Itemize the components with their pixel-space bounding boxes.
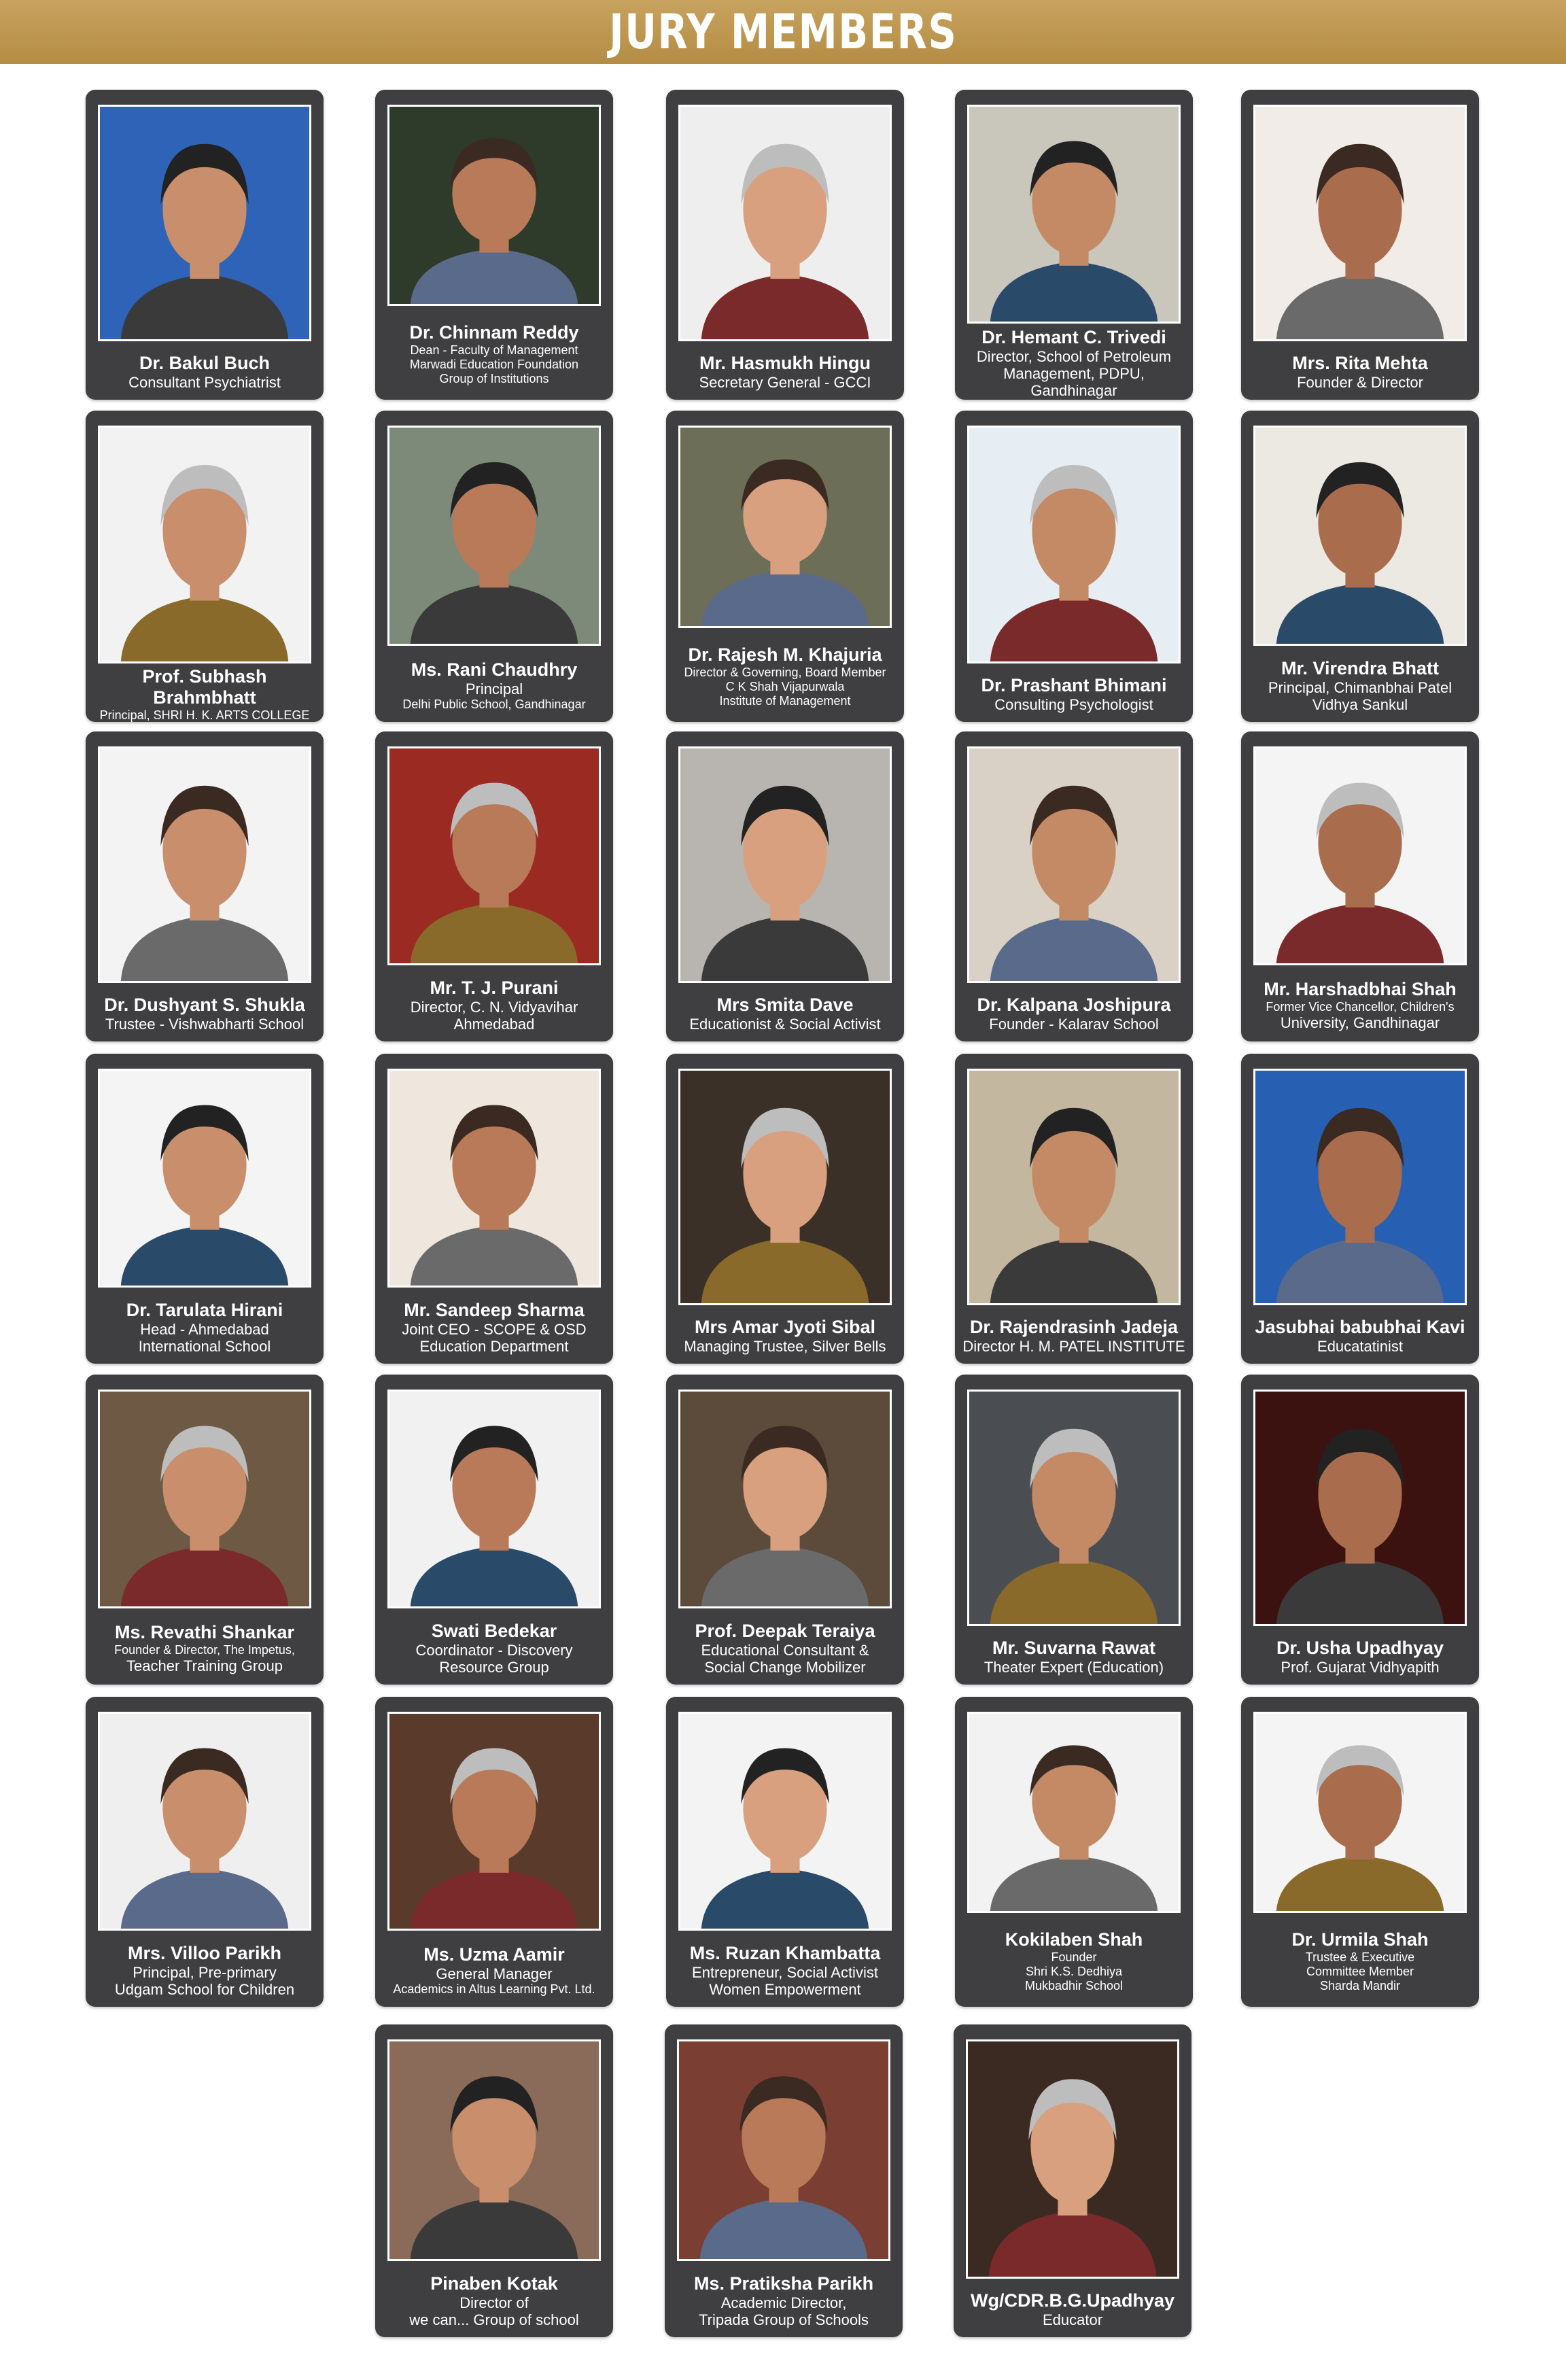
portrait-photo [387,105,601,306]
member-name: Mrs Smita Dave [716,995,854,1015]
jury-card [86,1375,324,1685]
member-role: Tripada Group of Schools [699,2311,869,2328]
member-role: Managing Trustee, Silver Bells [684,1338,886,1355]
portrait-photo [98,1390,311,1608]
jury-card [1241,1697,1479,2007]
member-name: Dr. Rajendrasinh Jadeja [969,1317,1179,1337]
portrait-photo [678,1712,892,1931]
member-name: Kokilaben Shah [1005,1929,1143,1950]
jury-card [375,1697,613,2007]
jury-card [86,90,324,400]
portrait-svg [100,1392,309,1606]
jury-card [955,411,1193,722]
member-caption [670,1936,900,2004]
member-role: Academics in Altus Learning Pvt. Ltd. [393,1982,595,1996]
jury-card [666,411,904,722]
member-caption [959,1632,1189,1682]
jury-card [375,1054,613,1364]
page-title: JURY MEMBERS [608,4,958,60]
portrait-photo [1253,1069,1467,1305]
portrait-svg [680,107,890,339]
member-caption [670,1311,900,1361]
member-caption [379,1614,609,1682]
portrait-svg [100,107,309,339]
jury-card [955,1054,1193,1364]
jury-card [955,1375,1193,1685]
member-role: Group of Institutions [439,372,549,385]
member-role: Institute of Management [719,694,851,708]
member-role: Director H. M. PATEL INSTITUTE [962,1338,1185,1355]
jury-card [1241,731,1479,1041]
member-role: Educator [1042,2311,1103,2328]
member-caption [90,666,319,722]
member-name: Dr. Usha Upadhyay [1276,1638,1444,1658]
member-role: Founder & Director [1297,374,1423,391]
portrait-svg [100,748,309,981]
member-caption [1245,1632,1475,1682]
member-caption [1245,1311,1475,1361]
jury-card [86,731,324,1041]
member-name: Dr. Urmila Shah [1291,1929,1429,1950]
portrait-svg [680,1714,890,1929]
member-caption [90,988,319,1039]
member-caption [1245,971,1475,1039]
member-role: Founder [1051,1950,1097,1964]
portrait-svg [100,1071,309,1286]
portrait-photo [678,1069,892,1305]
member-name: Ms. Uzma Aamir [423,1944,565,1965]
portrait-photo [98,105,311,341]
jury-card [666,1375,904,1685]
member-role: Secretary General - GCCI [699,374,871,391]
portrait-svg [680,428,890,626]
member-caption [90,347,319,397]
member-name: Dr. Tarulata Hirani [126,1299,283,1320]
member-role: Founder & Director, The Impetus, [114,1642,295,1657]
member-caption [379,311,609,397]
portrait-photo [387,1390,601,1608]
portrait-svg [969,1714,1179,1911]
member-name: Dr. Rajesh M. Khajuria [688,644,882,665]
portrait-svg [389,1714,599,1929]
member-caption [959,669,1189,719]
portrait-svg [680,1071,890,1303]
member-name: Mrs. Villoo Parikh [127,1942,282,1963]
jury-card [666,731,904,1041]
portrait-photo [677,2039,890,2261]
member-caption [958,2284,1187,2334]
jury-card [375,90,613,400]
member-role: Resource Group [439,1658,549,1676]
member-name: Dr. Bakul Buch [139,353,271,373]
member-name: Mrs. Rita Mehta [1292,353,1428,373]
portrait-photo [98,746,311,983]
portrait-svg [1255,428,1465,644]
portrait-svg [969,1392,1179,1624]
portrait-photo [1253,426,1467,646]
portrait-svg [1255,1071,1465,1303]
portrait-photo [387,746,601,965]
member-role: Social Change Mobilizer [704,1658,866,1676]
member-role: Education Department [419,1337,569,1355]
portrait-svg [100,1714,309,1929]
portrait-svg [969,748,1179,981]
member-caption [90,1936,319,2004]
jury-card [955,90,1193,400]
member-name: Prof. Deepak Teraiya [695,1620,875,1641]
member-role: Shri K.S. Dedhiya [1025,1965,1123,1978]
portrait-photo [387,426,601,646]
member-role: Prof. Gujarat Vidhyapith [1281,1659,1440,1676]
member-name: Mr. Suvarna Rawat [992,1638,1156,1658]
member-role: Former Vice Chancellor, Children's [1266,999,1455,1014]
member-name: Mr. T. J. Purani [430,977,559,998]
member-role: Management, PDPU, Gandhinagar [1003,365,1145,399]
member-caption [1245,1918,1475,2004]
member-role: Committee Member [1306,1965,1414,1978]
portrait-photo [678,426,892,628]
member-name: Mr. Harshadbhai Shah [1264,978,1457,999]
jury-card [954,2024,1191,2337]
jury-card [86,1054,324,1364]
member-name: Ms. Pratiksha Parikh [693,2273,874,2294]
jury-card [666,90,904,400]
member-role: University, Gandhinagar [1280,1014,1440,1031]
member-caption [379,1936,609,2004]
portrait-photo [967,105,1181,324]
member-name: Ms. Ruzan Khambatta [689,1942,881,1963]
member-role: Founder - Kalarav School [989,1016,1159,1033]
member-role: Vidhya Sankul [1312,695,1408,713]
member-caption [379,651,609,719]
portrait-svg [389,1071,599,1286]
jury-card [955,1697,1193,2007]
member-name: Mrs Amar Jyoti Sibal [694,1317,876,1337]
member-caption [959,1918,1189,2004]
portrait-photo [1253,746,1467,965]
member-role: Theater Expert (Education) [984,1659,1164,1676]
portrait-photo [387,2039,601,2261]
member-name: Dr. Dushyant S. Shukla [104,995,305,1015]
member-role: Consulting Psychologist [994,696,1153,713]
member-caption [90,1614,319,1682]
portrait-svg [389,428,599,644]
member-role: Academic Director, [720,2294,847,2311]
portrait-photo [678,746,892,983]
member-name: Ms. Revathi Shankar [114,1621,295,1642]
member-name: Mr. Virendra Bhatt [1281,657,1440,678]
member-name: Jasubhai babubhai Kavi [1255,1317,1465,1337]
member-role: Dean - Faculty of Management [410,343,578,357]
member-role: Director & Governing, Board Member [684,666,886,679]
member-role: Teacher Training Group [126,1657,283,1674]
member-role: International School [138,1337,271,1355]
jury-card [1241,1375,1479,1685]
portrait-svg [1255,748,1465,963]
member-name: Prof. Subhash Brahmbhatt [142,666,267,708]
portrait-photo [98,1069,311,1288]
portrait-svg [1255,107,1465,339]
member-role: Principal [465,680,523,697]
jury-card [375,1375,613,1685]
portrait-svg [969,107,1179,322]
member-role: Director, School of Petroleum [976,348,1172,365]
member-caption [670,347,900,397]
portrait-photo [678,105,892,341]
member-role: Educationist & Social Activist [689,1016,881,1033]
member-name: Wg/CDR.B.G.Upadhyay [970,2290,1175,2311]
member-role: Educatatinist [1317,1338,1403,1355]
portrait-photo [387,1069,601,1288]
member-role: Entrepreneur, Social Activist [692,1963,878,1981]
jury-card [666,1697,904,2007]
member-name: Dr. Chinnam Reddy [409,322,579,343]
member-caption [670,988,900,1039]
member-name: Dr. Hemant C. Trivedi [981,327,1166,347]
member-caption [90,1293,319,1361]
member-name: Swati Bedekar [431,1620,557,1641]
portrait-svg [969,428,1179,661]
member-role: Principal, SHRI H. K. ARTS COLLEGE [99,708,310,722]
member-name: Pinaben Kotak [430,2273,558,2294]
member-caption [959,1311,1189,1361]
member-caption [959,988,1189,1039]
member-role: Sharda Mandir [1319,1979,1401,1993]
portrait-photo [966,2039,1179,2279]
member-caption [379,1293,609,1361]
member-role: Delhi Public School, Gandhinagar [402,697,586,711]
jury-card [86,1697,324,2007]
member-caption [379,2266,609,2334]
member-role: Mukbadhir School [1024,1979,1124,1993]
jury-card [665,2024,903,2337]
member-name: Dr. Prashant Bhimani [981,675,1167,695]
member-role: Marwadi Education Foundation [409,358,579,371]
portrait-svg [389,748,599,963]
portrait-photo [967,1390,1181,1626]
jury-card [1241,90,1479,400]
member-caption [1245,651,1475,719]
portrait-svg [680,748,890,981]
member-role: Udgam School for Children [114,1980,295,1998]
member-role: Trustee & Executive [1305,1950,1415,1964]
jury-card [375,2024,613,2337]
member-caption [959,329,1189,397]
portrait-photo [1253,105,1467,341]
portrait-photo [387,1712,601,1931]
portrait-photo [1253,1390,1467,1626]
member-name: Ms. Rani Chaudhry [411,659,578,680]
portrait-svg [969,1071,1179,1303]
member-caption [670,634,900,719]
portrait-svg [1255,1714,1465,1911]
member-role: Educational Consultant & [701,1641,869,1659]
portrait-photo [98,426,311,663]
member-role: Consultant Psychiatrist [128,374,281,391]
member-role: C K Shah Vijapurwala [725,680,845,693]
portrait-svg [680,1392,890,1606]
portrait-photo [678,1390,892,1608]
jury-card [375,411,613,722]
member-caption [670,1614,900,1682]
jury-card [86,411,324,722]
portrait-svg [389,2041,599,2259]
member-role: Coordinator - Discovery [415,1641,573,1659]
member-name: Mr. Hasmukh Hingu [699,353,871,373]
member-caption [669,2266,899,2334]
portrait-photo [98,1712,311,1931]
member-name: Dr. Kalpana Joshipura [977,995,1171,1015]
member-role: Trustee - Vishwabharti School [105,1016,304,1033]
member-caption [379,971,609,1039]
member-role: Head - Ahmedabad [140,1320,269,1338]
member-role: Principal, Pre-primary [133,1963,277,1981]
member-role: Women Empowerment [709,1980,861,1998]
portrait-svg [389,107,599,304]
member-role: Director, C. N. Vidyavihar [410,998,578,1016]
portrait-photo [1253,1712,1467,1913]
member-role: Principal, Chimanbhai Patel [1268,678,1452,696]
portrait-photo [967,746,1181,983]
member-role: Director of [459,2294,529,2311]
portrait-svg [389,1392,599,1606]
portrait-svg [968,2041,1177,2277]
portrait-photo [967,1069,1181,1305]
portrait-photo [967,1712,1181,1913]
member-caption [1245,347,1475,397]
jury-card [666,1054,904,1364]
jury-card [375,731,613,1041]
member-role: we can... Group of school [409,2311,579,2328]
portrait-svg [100,428,309,661]
portrait-photo [967,426,1181,663]
jury-card [1241,411,1479,722]
member-role: General Manager [436,1965,553,1982]
portrait-svg [1255,1392,1465,1624]
member-role: Joint CEO - SCOPE & OSD [402,1320,587,1338]
member-name: Mr. Sandeep Sharma [404,1299,585,1320]
member-role: Ahmedabad [453,1015,535,1033]
jury-card [955,731,1193,1041]
jury-card [1241,1054,1479,1364]
portrait-svg [679,2041,888,2259]
